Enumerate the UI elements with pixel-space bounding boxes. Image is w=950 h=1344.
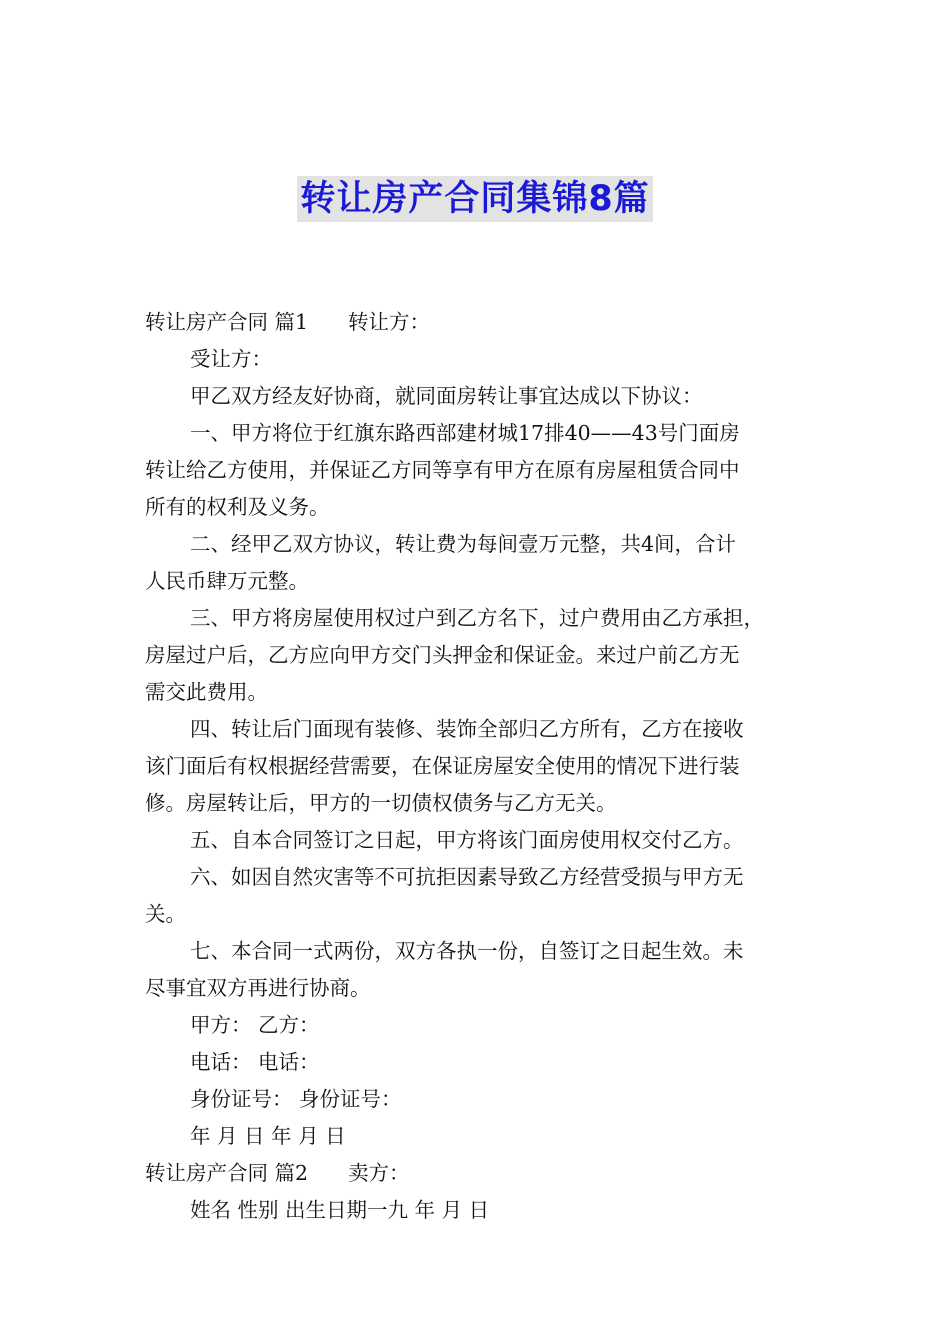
paragraph-line: 一、甲方将位于红旗东路西部建材城17排40——43号门面房 — [190, 421, 740, 445]
paragraph-line: 五、自本合同签订之日起，甲方将该门面房使用权交付乙方。 — [190, 828, 744, 852]
phone-line: 电话： 电话： — [190, 1050, 320, 1074]
paragraph-line: 关。 — [145, 902, 186, 926]
paragraph-line: 三、甲方将房屋使用权过户到乙方名下，过户费用由乙方承担， — [190, 606, 764, 630]
paragraph-line: 该门面后有权根据经营需要，在保证房屋安全使用的情况下进行装 — [145, 754, 740, 778]
paragraph-line: 二、经甲乙双方协议，转让费为每间壹万元整，共4间，合计 — [190, 532, 737, 556]
paragraph-line: 四、转让后门面现有装修、装饰全部归乙方所有，乙方在接收 — [190, 717, 744, 741]
section-heading-2 — [145, 1155, 810, 1192]
paragraph-line: 七、本合同一式两份，双方各执一份，自签订之日起生效。未 — [190, 939, 744, 963]
paragraph-line: 房屋过户后，乙方应向甲方交门头押金和保证金。来过户前乙方无 — [145, 643, 740, 667]
party-label: 卖方： — [348, 1161, 410, 1185]
section-title: 转让房产合同 篇1 — [145, 310, 309, 334]
paragraph-line: 姓名 性别 出生日期一九 年 月 日 — [190, 1198, 490, 1222]
section-heading-1 — [145, 304, 810, 341]
signature-line: 甲方： 乙方： — [190, 1013, 320, 1037]
paragraph-line: 需交此费用。 — [145, 680, 268, 704]
paragraph-line: 甲乙双方经友好协商，就同面房转让事宜达成以下协议： — [190, 384, 703, 408]
paragraph-line: 尽事宜双方再进行协商。 — [145, 976, 371, 1000]
paragraph-line: 人民币肆万元整。 — [145, 569, 309, 593]
title-container — [0, 176, 950, 222]
paragraph-line: 受让方： — [190, 347, 272, 371]
section-title: 转让房产合同 篇2 — [145, 1161, 309, 1185]
id-number-line: 身份证号： 身份证号： — [190, 1087, 402, 1111]
paragraph-line: 修。房屋转让后，甲方的一切债权债务与乙方无关。 — [145, 791, 617, 815]
document-body — [145, 304, 810, 1229]
date-line: 年 月 日 年 月 日 — [190, 1124, 346, 1148]
document-title: 转让房产合同集锦8篇 — [297, 176, 652, 222]
paragraph-line: 所有的权利及义务。 — [145, 495, 330, 519]
paragraph-line: 六、如因自然灾害等不可抗拒因素导致乙方经营受损与甲方无 — [190, 865, 744, 889]
party-label: 转让方： — [348, 310, 431, 334]
paragraph-line: 转让给乙方使用，并保证乙方同等享有甲方在原有房屋租赁合同中 — [145, 458, 740, 482]
